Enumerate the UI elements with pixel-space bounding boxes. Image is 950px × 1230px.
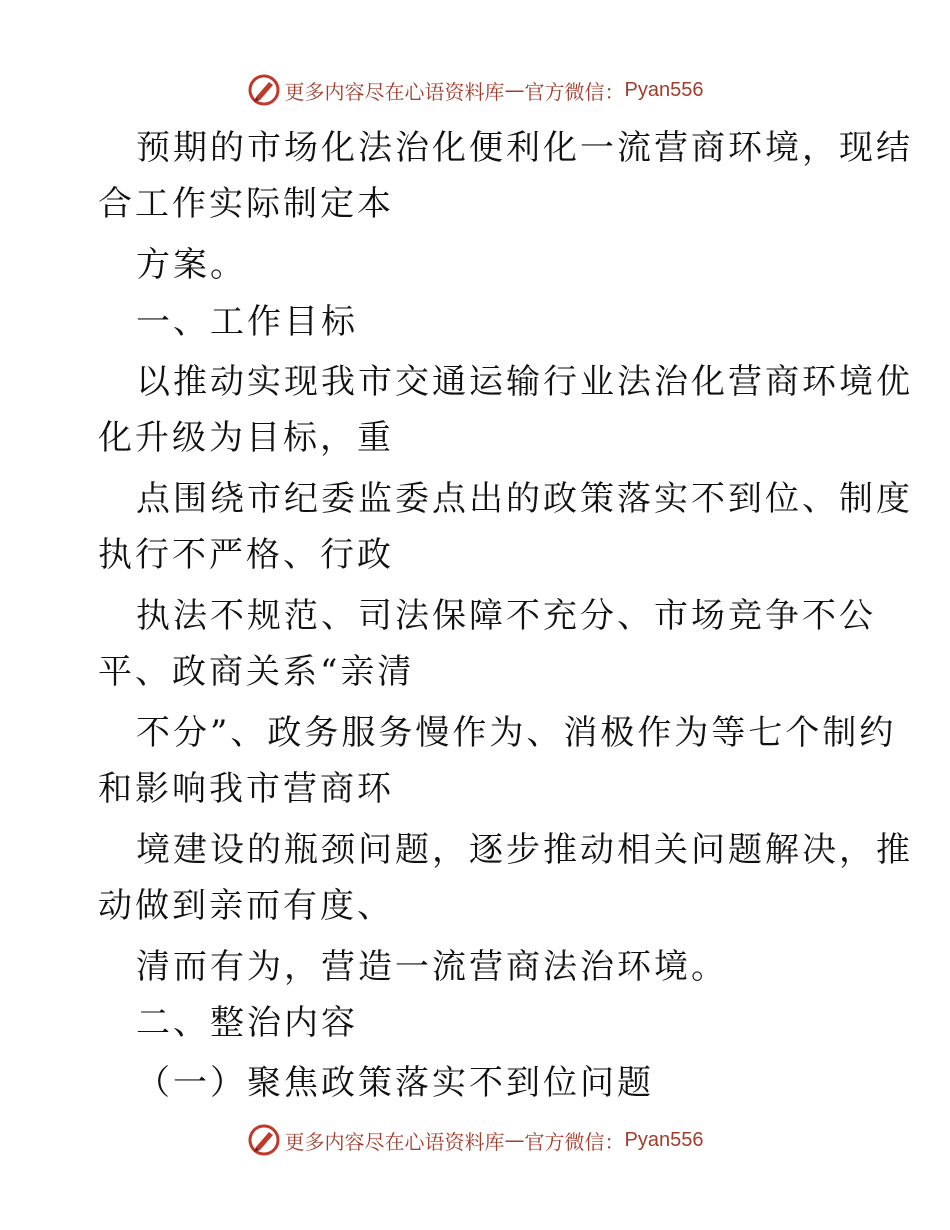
watermark-wechat-id: Pyan556 (624, 1128, 704, 1151)
section-heading: 二、整治内容 (136, 1003, 358, 1043)
paragraph-line: 合工作实际制定本 (98, 184, 394, 224)
watermark-wechat-id: Pyan556 (624, 78, 704, 101)
paragraph-line: 和影响我市营商环 (98, 769, 394, 809)
footer-watermark (0, 1120, 950, 1160)
pen-logo-icon (247, 73, 281, 107)
watermark-wechat-label: 官方微信： (524, 1129, 625, 1154)
paragraph-line: 平、政商关系“亲清 (98, 652, 415, 692)
paragraph-line: 点围绕市纪委监委点出的政策落实不到位、制度 (136, 479, 913, 519)
paragraph-line: 预期的市场化法治化便利化一流营商环境，现结 (136, 128, 913, 168)
paragraph-line: 动做到亲而有度、 (98, 886, 394, 926)
paragraph-line: 方案。 (136, 245, 247, 285)
paragraph-line: 以推动实现我市交通运输行业法治化营商环境优 (136, 362, 913, 402)
paragraph-line: 化升级为目标，重 (98, 418, 394, 458)
watermark-wechat-label: 官方微信： (524, 79, 625, 104)
paragraph-line: 清而有为，营造一流营商法治环境。 (136, 947, 728, 987)
watermark-site-text: 更多内容尽在心语资料库 (284, 1129, 505, 1154)
paragraph-line: 执行不严格、行政 (98, 535, 394, 575)
paragraph-line: 执法不规范、司法保障不充分、市场竞争不公 (136, 596, 876, 636)
header-watermark (0, 70, 950, 110)
watermark-separator: — (504, 78, 525, 102)
subsection-heading: （一）聚焦政策落实不到位问题 (136, 1063, 654, 1103)
paragraph-line: 不分”、政务服务慢作为、消极作为等七个制约 (136, 713, 897, 753)
pen-logo-icon (247, 1123, 281, 1157)
paragraph-line: 境建设的瓶颈问题，逐步推动相关问题解决，推 (136, 830, 913, 870)
section-heading: 一、工作目标 (136, 302, 358, 342)
watermark-site-text: 更多内容尽在心语资料库 (284, 79, 505, 104)
watermark-separator: — (504, 1128, 525, 1152)
